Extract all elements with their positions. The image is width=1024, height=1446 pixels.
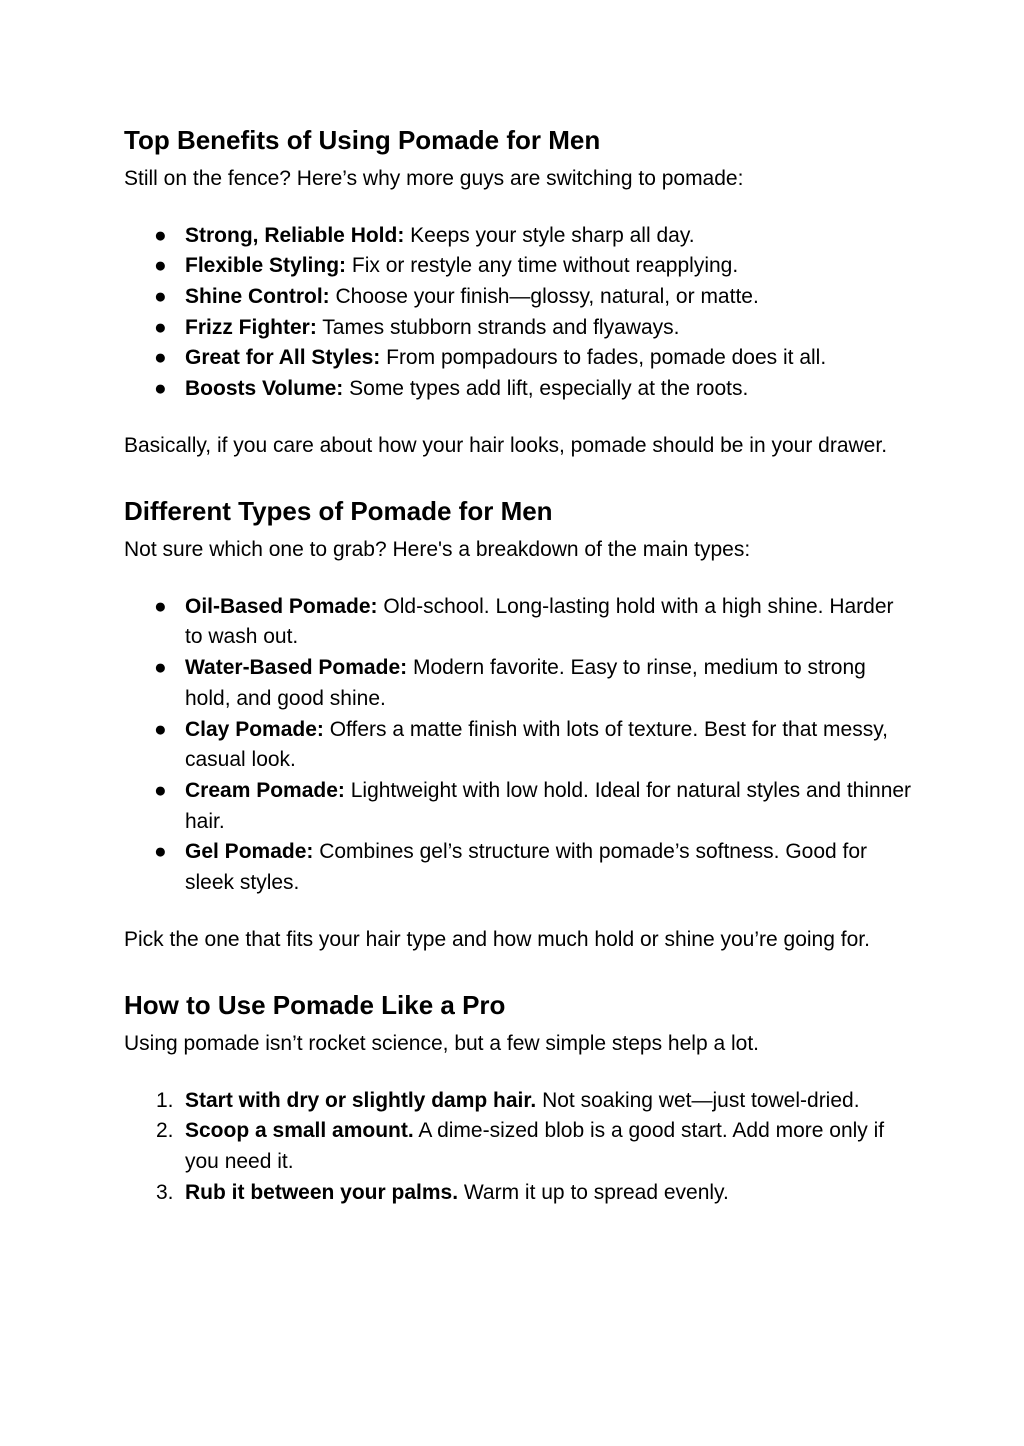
list-item xyxy=(124,313,914,344)
bullet-marker: ● xyxy=(154,254,167,278)
list-item xyxy=(124,837,914,898)
item-text: Not soaking wet—just towel-dried. xyxy=(536,1088,860,1112)
section-heading: Different Types of Pomade for Men xyxy=(124,496,553,527)
list-item xyxy=(124,374,914,405)
item-text: Some types add lift, especially at the roots. xyxy=(343,377,749,401)
item-term: Flexible Styling: xyxy=(185,254,347,278)
list-item xyxy=(124,592,914,653)
item-term: Great for All Styles: xyxy=(185,346,381,370)
item-text: Warm it up to spread evenly. xyxy=(458,1180,729,1204)
list-item xyxy=(124,343,914,374)
section-types xyxy=(124,491,914,955)
document-page xyxy=(124,120,914,1239)
bullet-marker: ● xyxy=(154,346,167,370)
section-intro: Not sure which one to grab? Here's a breakdown of the main types: xyxy=(124,538,751,562)
item-term: Strong, Reliable Hold: xyxy=(185,223,405,247)
list-item xyxy=(124,1178,914,1209)
item-text: Modern favorite. Easy to rinse, medium to strong hold, and good shine. xyxy=(185,656,866,710)
item-text: Combines gel’s structure with pomade’s softness. Good for sleek styles. xyxy=(185,840,868,895)
item-term: Rub it between your palms. xyxy=(185,1180,459,1204)
item-text: Tames stubborn strands and flyaways. xyxy=(316,315,680,339)
steps-list xyxy=(124,1086,914,1209)
section-intro: Using pomade isn’t rocket science, but a few simple steps help a lot. xyxy=(124,1032,759,1056)
list-item xyxy=(124,221,914,252)
section-outro: Pick the one that fits your hair type and how much hold or shine you’re going for. xyxy=(124,927,870,951)
item-term: Clay Pomade: xyxy=(185,717,324,741)
bullet-marker: ● xyxy=(154,377,167,401)
item-text: Old-school. Long-lasting hold with a high shine. Harder to wash out. xyxy=(185,594,894,649)
number-marker: 2. xyxy=(156,1119,174,1143)
section-outro: Basically, if you care about how your hair looks, pomade should be in your drawer. xyxy=(124,433,888,457)
section-heading: How to Use Pomade Like a Pro xyxy=(124,990,506,1021)
bullet-marker: ● xyxy=(154,717,167,741)
bullet-marker: ● xyxy=(154,284,167,308)
item-term: Cream Pomade: xyxy=(185,778,345,802)
bullet-marker: ● xyxy=(154,656,167,680)
list-item xyxy=(124,1116,914,1177)
item-term: Frizz Fighter: xyxy=(185,315,317,339)
list-item xyxy=(124,1086,914,1117)
item-term: Start with dry or slightly damp hair. xyxy=(185,1088,537,1112)
section-how-to xyxy=(124,985,914,1208)
list-item xyxy=(124,282,914,313)
list-item xyxy=(124,715,914,776)
bullet-marker: ● xyxy=(154,223,167,247)
bullet-marker: ● xyxy=(154,315,167,339)
item-text: Fix or restyle any time without reapplying. xyxy=(346,254,739,278)
item-term: Water-Based Pomade: xyxy=(185,656,408,680)
section-intro: Still on the fence? Here’s why more guys are switching to pomade: xyxy=(124,167,744,190)
item-term: Boosts Volume: xyxy=(185,377,344,401)
item-term: Oil-Based Pomade: xyxy=(185,594,378,618)
item-text: Choose your finish—glossy, natural, or matte. xyxy=(329,284,759,308)
benefits-list xyxy=(124,221,914,405)
item-text: Offers a matte finish with lots of texture. Best for that messy, casual look. xyxy=(185,717,888,772)
item-term: Scoop a small amount. xyxy=(185,1119,414,1143)
item-text: From pompadours to fades, pomade does it all. xyxy=(380,346,827,370)
item-term: Gel Pomade: xyxy=(185,840,314,864)
types-list xyxy=(124,592,914,899)
bullet-marker: ● xyxy=(154,840,167,864)
item-term: Shine Control: xyxy=(185,284,330,308)
bullet-marker: ● xyxy=(154,594,167,618)
number-marker: 3. xyxy=(156,1180,174,1204)
item-text: Keeps your style sharp all day. xyxy=(404,223,695,247)
bullet-marker: ● xyxy=(154,778,167,802)
section-heading: Top Benefits of Using Pomade for Men xyxy=(124,125,601,155)
item-text: Lightweight with low hold. Ideal for natural styles and thinner hair. xyxy=(185,778,912,833)
item-text: A dime-sized blob is a good start. Add more only if you need it. xyxy=(185,1119,885,1174)
list-item xyxy=(124,776,914,837)
list-item xyxy=(124,251,914,282)
section-benefits xyxy=(124,120,914,461)
list-item xyxy=(124,653,914,714)
number-marker: 1. xyxy=(156,1088,174,1112)
